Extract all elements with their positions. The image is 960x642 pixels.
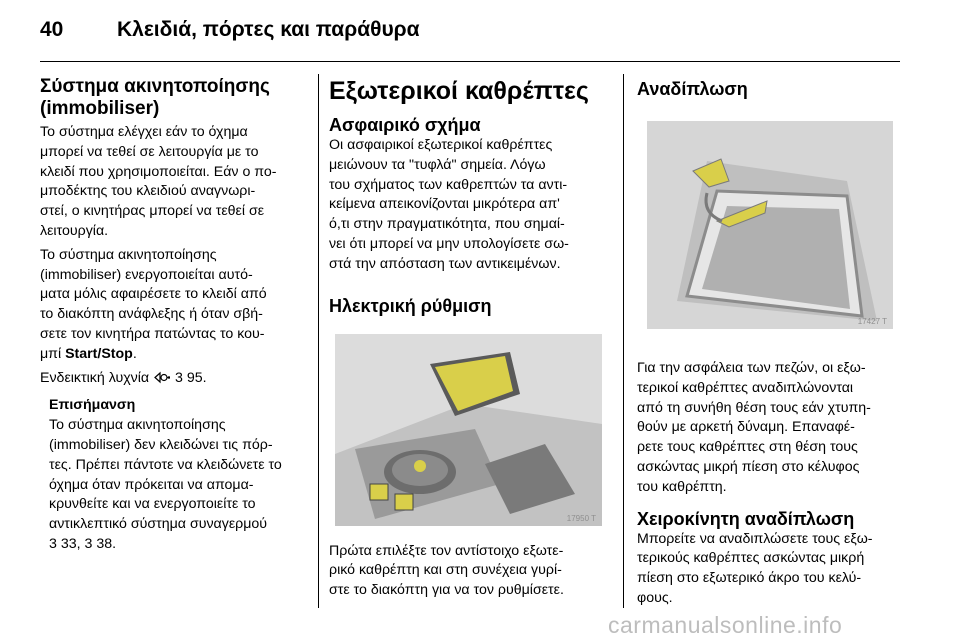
text-line	[40, 345, 306, 365]
text-line: αντικλεπτικό σύστημα συναγερμού	[49, 516, 268, 533]
text-line: στά την απόσταση των αντικειμένων.	[329, 255, 561, 272]
text-line: μποδέκτης του κλειδιού αναγνωρι-	[40, 183, 256, 200]
aspherical-subheading: Ασφαιρικό σχήμα	[329, 115, 481, 135]
electric-adjustment-caption	[329, 542, 606, 601]
text-line: Πρώτα επιλέξτε τον αντίστοιχο εξωτε-	[329, 542, 564, 559]
immobiliser-heading-line1: Σύστημα ακινητοποίησης	[40, 76, 270, 97]
manual-folding-subheading: Χειροκίνητη αναδίπλωση	[637, 508, 855, 529]
text-span: .	[132, 345, 137, 362]
indicator-text: Ενδεικτική λυχνία	[40, 369, 154, 386]
text-line: λειτουργία.	[40, 222, 109, 239]
text-line: Το σύστημα ακινητοποίησης	[40, 246, 217, 263]
immobiliser-paragraph-2	[40, 246, 306, 365]
column-folding	[637, 62, 902, 609]
immobiliser-indicator-icon	[153, 371, 171, 391]
manual-folding-paragraph	[637, 530, 902, 609]
column-exterior-mirrors	[329, 62, 606, 601]
figure-code: 17950 T	[566, 513, 596, 523]
text-line: ρικό καθρέπτη και στη συνέχεια γυρί-	[329, 562, 562, 579]
folding-heading: Αναδίπλωση	[637, 79, 748, 99]
text-line: μπορεί να τεθεί σε λειτουργία με το	[40, 143, 259, 160]
page-title: Κλειδιά, πόρτες και παράθυρα	[117, 18, 420, 41]
mirror-switch-illustration	[335, 334, 602, 526]
electric-adjustment-subheading: Ηλεκτρική ρύθμιση	[329, 295, 492, 316]
text-line: το διακόπτη ανάφλεξης ή όταν σβή-	[40, 306, 263, 323]
start-stop-label: Start/Stop	[65, 345, 133, 362]
text-line: στεί, ο κινητήρας μπορεί να τεθεί σε	[40, 203, 265, 220]
text-line: κλειδί που χρησιμοποιείται. Εάν ο πο-	[40, 163, 277, 180]
text-line: όχημα όταν πρόκειται να απομα-	[49, 476, 254, 493]
mirror-folding-illustration	[647, 121, 893, 329]
exterior-mirrors-heading: Εξωτερικοί καθρέπτες	[329, 77, 589, 105]
immobiliser-heading-line2: (immobiliser)	[40, 98, 160, 119]
page-number: 40	[40, 18, 64, 41]
text-line: κρυνθείτε και να ενεργοποιείτε το	[49, 496, 256, 513]
text-line: από τη συνήθη θέση τους εάν χτυπη-	[637, 399, 871, 416]
note-box	[40, 396, 306, 554]
text-line: του καθρέπτη.	[637, 478, 727, 495]
text-line: ό,τι στην πραγματικότητα, που σημαί-	[329, 216, 565, 233]
text-span: μπί	[40, 345, 66, 362]
text-line: ρετε τους καθρέπτες στη θέση τους	[637, 439, 858, 456]
text-line: κείμενα απεικονίζονται μικρότερα απ'	[329, 196, 560, 213]
text-line: Οι ασφαιρικοί εξωτερικοί καθρέπτες	[329, 137, 553, 153]
indicator-line	[40, 369, 306, 391]
folding-paragraph	[637, 359, 902, 498]
text-line: τες. Πρέπει πάντοτε να κλειδώνετε το	[49, 456, 282, 473]
text-line: ασκώντας μικρή πίεση στο κέλυφος	[637, 458, 860, 475]
text-line: νει ότι μπορεί να μην υπολογίσετε σω-	[329, 235, 569, 252]
text-line: Το σύστημα ακινητοποίησης	[49, 417, 226, 434]
immobiliser-paragraph-1	[40, 123, 306, 242]
text-line: πίεση στο εξωτερικό άκρο του κελύ-	[637, 570, 862, 587]
text-line: (immobiliser) δεν κλειδώνει τις πόρ-	[49, 436, 273, 453]
mirror-switch-figure	[335, 334, 602, 526]
mirror-folding-figure	[647, 121, 893, 329]
text-line: Το σύστημα ελέγχει εάν το όχημα	[40, 124, 248, 140]
text-line: Μπορείτε να αναδιπλώσετε τους εξω-	[637, 530, 873, 547]
figure-code: 17427 T	[857, 317, 887, 326]
aspherical-paragraph	[329, 136, 606, 275]
column-immobiliser	[40, 62, 306, 555]
note-references: 3 33, 3 38.	[49, 535, 117, 552]
column-divider-1	[318, 74, 319, 608]
note-title: Επισήμανση	[49, 397, 136, 414]
watermark: carmanualsonline.info	[608, 612, 843, 638]
text-line: Για την ασφάλεια των πεζών, οι εξω-	[637, 360, 866, 376]
text-line: τερικοί καθρέπτες αναδιπλώνονται	[637, 379, 854, 396]
text-line: φους.	[637, 589, 673, 606]
column-divider-2	[623, 74, 624, 608]
text-line: τερικούς καθρέπτες ασκώντας μικρή	[637, 550, 865, 567]
page-header	[0, 0, 960, 62]
text-line: στε το διακόπτη για να τον ρυθμίσετε.	[329, 582, 564, 599]
text-line: ματα μόλις αφαιρέσετε το κλειδί από	[40, 286, 267, 303]
text-line: του σχήματος των καθρεπτών τα αντι-	[329, 176, 568, 193]
text-line: σετε τον κινητήρα πατώντας το κου-	[40, 325, 265, 342]
text-line: μειώνουν τα "τυφλά" σημεία. Λόγω	[329, 156, 546, 173]
text-line: θούν με αρκετή δύναμη. Επαναφέ-	[637, 419, 855, 436]
text-line: (immobiliser) ενεργοποιείται αυτό-	[40, 266, 253, 283]
page-reference: 3 95.	[175, 369, 207, 386]
